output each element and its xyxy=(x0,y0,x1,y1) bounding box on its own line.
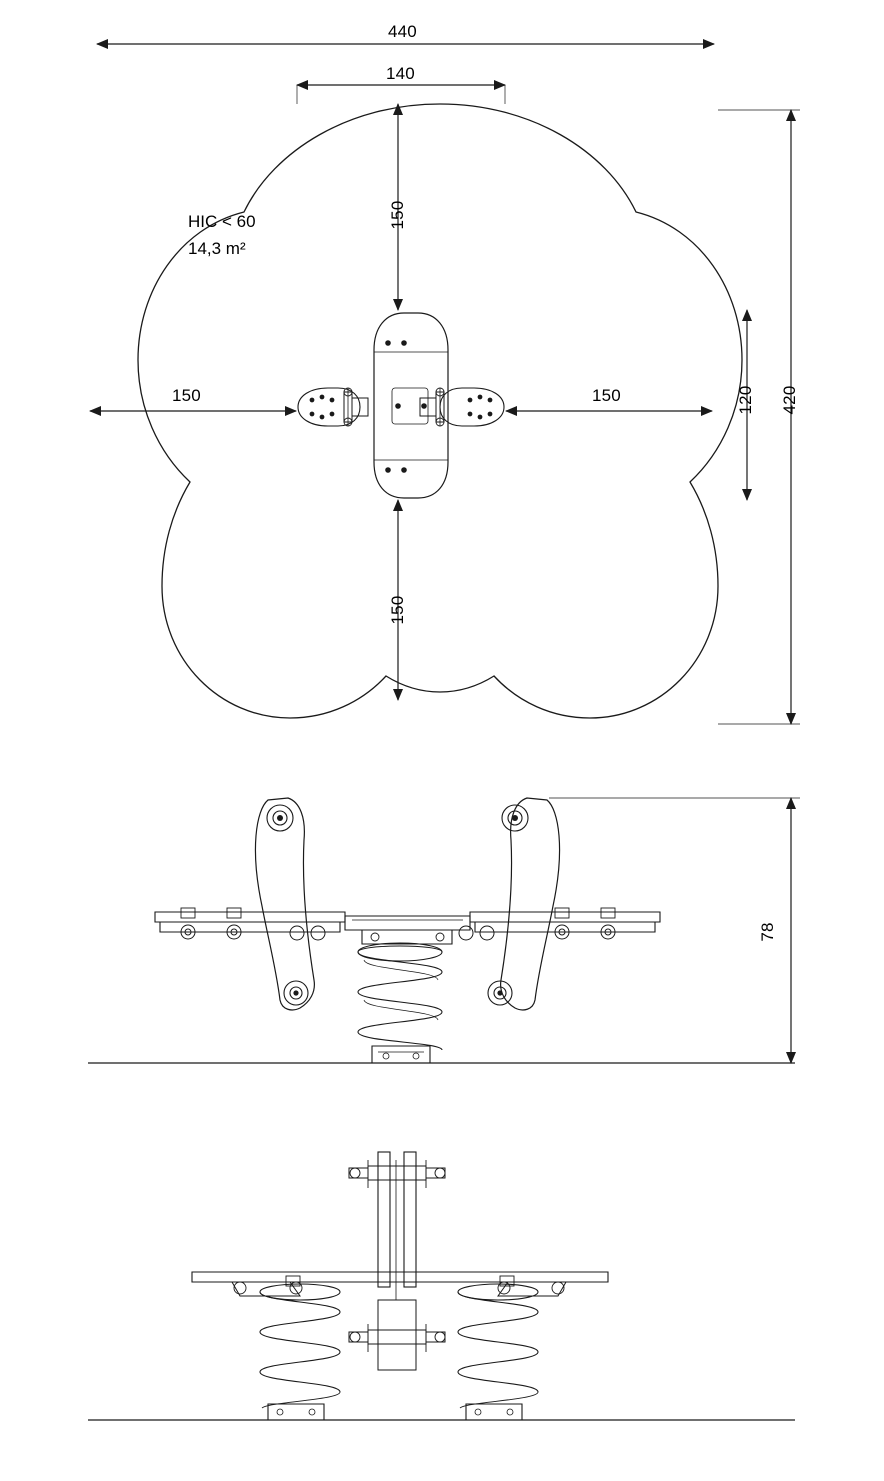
dim-label-equipment-width: 140 xyxy=(386,64,415,83)
front-elevation-group xyxy=(88,798,800,1063)
dim-label-clearance-left: 150 xyxy=(172,386,201,405)
hic-note-line-1: HIC < 60 xyxy=(188,212,256,231)
dim-label-clearance-top: 150 xyxy=(388,200,407,230)
dim-label-front-height: 78 xyxy=(758,922,777,942)
dim-label-overall-width: 440 xyxy=(388,22,417,41)
dim-label-clearance-bottom: 150 xyxy=(388,595,407,625)
hic-note-line-2: 14,3 m² xyxy=(188,239,246,258)
dim-label-overall-depth: 420 xyxy=(780,385,799,415)
plan-view-group xyxy=(90,44,800,724)
dim-label-clearance-right: 150 xyxy=(592,386,621,405)
side-elevation-group xyxy=(88,1152,795,1420)
dim-label-equipment-depth: 120 xyxy=(736,385,755,415)
